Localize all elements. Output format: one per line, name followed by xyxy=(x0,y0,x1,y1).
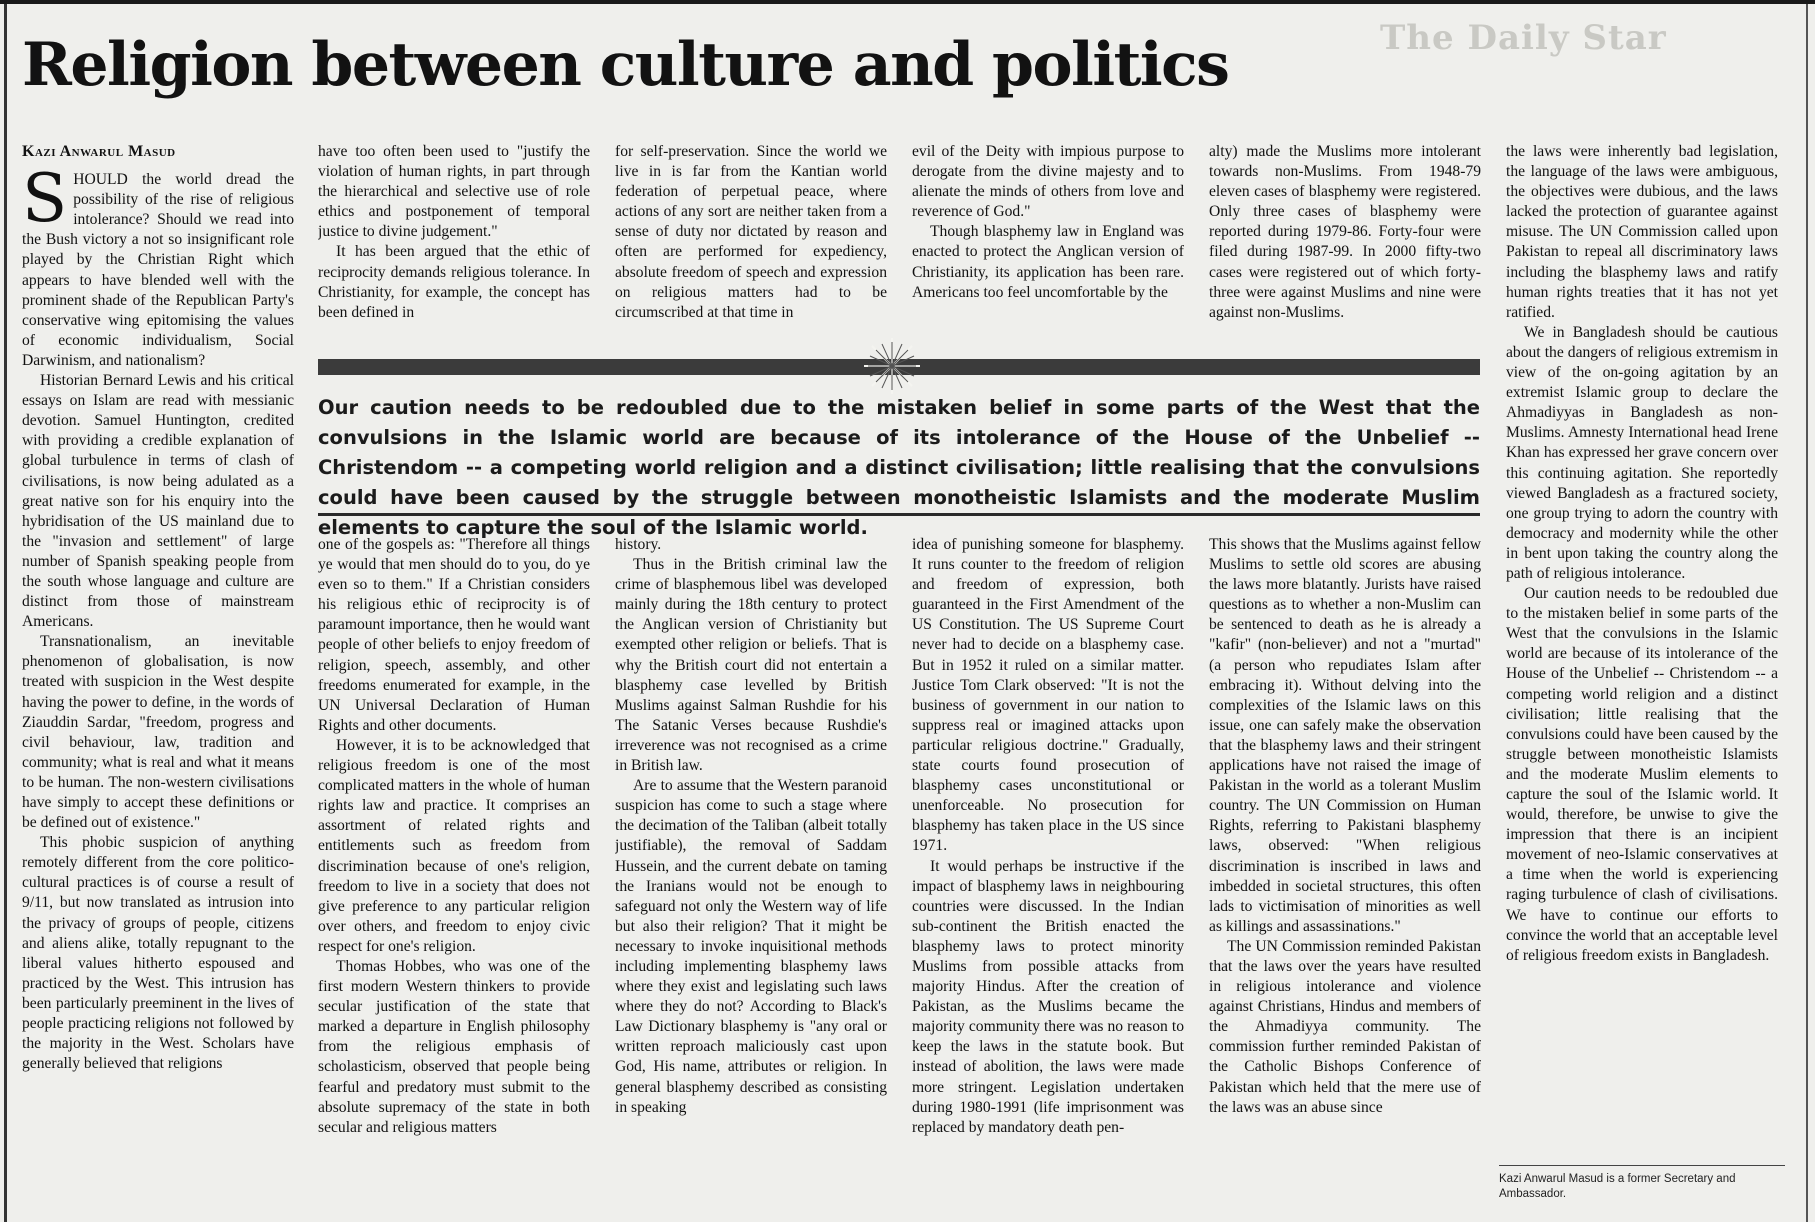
paragraph: Transnationalism, an inevitable phenomenon of globalisation, is now treated with suspicion in the West despite having the power to define, in the words of Ziauddin Sardar, "freedom, progress and civil behaviour, law, tradition and community; what is real and what it means to be human. The non-western civilisations have simply to accept these definitions or be defined out of existence." xyxy=(22,633,294,832)
paragraph: have too often been used to "justify the violation of human rights, in part through the hierarchical and selective use of role ethics and postponement of temporal justice to divine judgement." xyxy=(318,143,590,241)
column-1 xyxy=(22,142,294,1217)
bio-rule xyxy=(1499,1165,1785,1166)
paragraph: Though blasphemy law in England was enacted to protect the Anglican version of Christianity, its application has been rare. Americans too feel uncomfortable by the xyxy=(912,223,1184,301)
paragraph: It would perhaps be instructive if the impact of blasphemy laws in neighbouring countries were discussed. In the Indian sub-continent the British enacted the blasphemy laws to protect minority Muslims from possible attacks from majority Hindus. After the creation of Pakistan, as the Muslims became the majority community there was no reason to keep the laws in the statute book. But instead of abolition, the laws were made more stringent. Legislation undertaken during 1980-1991 (life imprisonment was replaced by mandatory death pen- xyxy=(912,857,1184,1136)
paragraph: alty) made the Muslims more intolerant towards non-Muslims. From 1948-79 eleven cases of blasphemy were registered. Only three cases of blasphemy were reported during 1979-86. Forty-four were filed during 1987-99. In 2000 fifty-two cases were registered out of which forty-three were against Muslims and nine were against non-Muslims. xyxy=(1209,143,1481,321)
byline: Kazi Anwarul Masud xyxy=(22,143,176,160)
paragraph: for self-preservation. Since the world we live in is far from the Kantian world federation of perpetual peace, where actions of any sort are neither taken from a sense of duty nor dictated by reason and often are performed for expediency, absolute freedom of speech and expression on religious matters had to be circumscribed at that time in xyxy=(615,143,887,321)
paragraph: This shows that the Muslims against fellow Muslims to settle old scores are abusing the laws more blatantly. Jurists have raised questions as to whether a non-Muslim can be sentenced to death as he is already a "kafir" (non-believer) and not a "murtad" (a person who repudiates Islam after embracing it). Without delving into the complexities of the Islamic laws on this issue, one can safely make the observation that the blasphemy laws and their stringent applications have not raised the image of Pakistan in the world as a tolerant Muslim country. The UN Commission on Human Rights, referring to Pakistani blasphemy laws, observed: "When religious discrimination is inscribed in laws and imbedded in societal structures, this often lads to victimisation of minorities as well as killings and assassinations." xyxy=(1209,536,1481,935)
column-4-top xyxy=(912,142,1184,342)
top-border xyxy=(0,0,1815,4)
paragraph: Historian Bernard Lewis and his critical essays on Islam are read with messianic devotion. Samuel Huntington, credited with providing a credible explanation of global turbulence in terms of clash of civilisations, is now being adulated as a great native son for his enquiry into the hybridisation of the US mainland due to the "invasion and settlement" of large number of Spanish speaking people from the south whose language and culture are distinct from those of mainstream Americans. xyxy=(22,372,294,631)
column-5-bottom xyxy=(1209,535,1481,1217)
paragraph: It has been argued that the ethic of reciprocity demands religious tolerance. In Christianity, for example, the concept has been defined in xyxy=(318,243,590,321)
dropcap: S xyxy=(22,160,68,238)
paragraph: However, it is to be acknowledged that religious freedom is one of the most complicated matters in the whole of human rights law and practice. It comprises an assortment of related rights and entitlements such as freedom from discrimination because of one's religion, freedom to live in a society that does not give preference to any particular religion over others, and freedom to enjoy civic respect for one's religion. xyxy=(318,736,590,955)
paragraph: idea of punishing someone for blasphemy. It runs counter to the freedom of religion and freedom of expression, both guaranteed in the First Amendment of the US Constitution. The US Supreme Court never had to decide on a blasphemy case. But in 1952 it ruled on a similar matter. Justice Tom Clark observed: "It is not the business of government in our nation to suppress real or imagined attacks upon particular religious doctrine." Gradually, state courts found prosecution of blasphemy cases unconstitutional or unenforceable. No prosecution for blasphemy has taken place in the US since 1971. xyxy=(912,536,1184,855)
paragraph: The UN Commission reminded Pakistan that the laws over the years have resulted in religious intolerance and violence against Christians, Hindus and members of the Ahmadiyya community. The commission further reminded Pakistan of the Catholic Bishops Conference of Pakistan which held that the mere use of the laws was an abuse since xyxy=(1209,937,1481,1116)
pullquote: Our caution needs to be redoubled due to the mistaken belief in some parts of the West that the convulsions in the Islamic world are because of its intolerance of the House of the Unbelief -- Christendom -- a competing world religion and a distinct civilisation; little realising that the convulsions could have been caused by the struggle between monotheistic Islamists and the moderate Muslim elements to capture the soul of the Islamic world. xyxy=(318,396,1480,539)
lead-paragraph xyxy=(22,160,294,371)
paragraph: This phobic suspicion of anything remotely different from the core politico-cultural practices is of course a result of 9/11, but now translated as intrusion into the privacy of groups of people, citizens and aliens alike, totally repugnant to the liberal values hitherto espoused and practiced by the West. This intrusion has been particularly preeminent in the lives of people practicing religions not followed by the majority in the West. Scholars have generally believed that religions xyxy=(22,834,294,1073)
column-2-bottom xyxy=(318,535,590,1217)
paragraph: evil of the Deity with impious purpose to derogate from the divine majesty and to alienate the minds of others from love and reverence of God." xyxy=(912,143,1184,221)
paragraph: Thus in the British criminal law the crime of blasphemous libel was developed mainly during the 18th century to protect the Anglican version of Christianity but exempted other religion or beliefs. That is why the British court did not entertain a blasphemy case levelled by British Muslims against Salman Rushdie for his The Satanic Verses because Rushdie's irreverence was not recognised as a crime in British law. xyxy=(615,556,887,775)
lead-text: HOULD the world dread the possibility of the rise of religious intolerance? Should we read into the Bush victory a not so insignificant role played by the Christian Right which appears to have blended well with the prominent shade of the Republican Party's conservative wing epitomising the values of economic individualism, Social Darwinism, and nationalism? xyxy=(22,171,294,369)
paragraph: We in Bangladesh should be cautious about the dangers of religious extremism in view of the on-going agitation by an extremist Islamic group to declare the Ahmadiyyas in Bangladesh as non-Muslims. Amnesty International head Irene Khan has expressed her grave concern over this continuing agitation. She reportedly viewed Bangladesh as a fractured society, one group trying to adorn the country with democracy and modernity while the other in bent upon taking the country along the path of religious intolerance. xyxy=(1506,323,1778,582)
masthead-fragment: The Daily Star xyxy=(1380,18,1667,58)
paragraph: Are to assume that the Western paranoid suspicion has come to such a stage where the decimation of the Taliban (albeit totally justifiable), the removal of Saddam Hussein, and the current debate on taming the Iranians would not be enough to safeguard not only the Western way of life but also their religion? That it might be necessary to invoke inquisitional methods including implementing blasphemy laws where they exist and legislating such laws where they do not? According to Black's Law Dictionary blasphemy is "any oral or written reproach maliciously cast upon God, His name, attributes or religion. In general blasphemy described as consisting in speaking xyxy=(615,777,887,1116)
paragraph: one of the gospels as: "Therefore all things ye would that men should do to you, do ye even so to them." If a Christian considers his religious ethic of reciprocity is of paramount importance, then he would want people of other beliefs to enjoy freedom of religion, speech, assembly, and other freedoms enumerated for example, in the UN Universal Declaration of Human Rights and other documents. xyxy=(318,536,590,734)
column-6 xyxy=(1506,142,1778,1162)
left-border xyxy=(4,4,7,1222)
starburst-icon xyxy=(864,338,920,394)
headline: Religion between culture and politics xyxy=(22,30,1229,100)
paragraph: Thomas Hobbes, who was one of the first modern Western thinkers to provide secular justification of the state that marked a departure in English philosophy from the religious emphasis of scholasticism, observed that people being fearful and predatory must submit to the absolute supremacy of the state in both secular and religious matters xyxy=(318,957,590,1136)
column-3-bottom xyxy=(615,535,887,1217)
column-4-bottom xyxy=(912,535,1184,1217)
right-border xyxy=(1806,4,1808,1222)
paragraph: history. xyxy=(615,536,662,553)
paragraph: the laws were inherently bad legislation, the language of the laws were ambiguous, the objectives were dubious, and the laws lacked the protection of guarantee against misuse. The UN Commission called upon Pakistan to repeal all discriminatory laws including the blasphemy laws and ratify human rights treaties that it has not yet ratified. xyxy=(1506,143,1778,321)
column-3-top xyxy=(615,142,887,342)
paragraph: Our caution needs to be redoubled due to the mistaken belief in some parts of the West that the convulsions in the Islamic world are because of its intolerance of the House of the Unbelief -- Christendom -- a competing world religion and a distinct civilisation; little realising that the convulsions could have been caused by the struggle between monotheistic Islamists and the moderate Muslim elements to capture the soul of the Islamic world. It would, therefore, be unwise to give the impression that there is an incipient movement of neo-Islamic conservatives at a time when the world is experiencing raging turbulence of clash of civilisations. We have to continue our efforts to convince the world that an acceptable level of religious freedom exists in Bangladesh. xyxy=(1506,585,1778,964)
pullquote-bottom-rule xyxy=(318,513,1480,516)
column-5-top xyxy=(1209,142,1481,342)
author-bio: Kazi Anwarul Masud is a former Secretary and Ambassador. xyxy=(1499,1173,1736,1200)
column-2-top xyxy=(318,142,590,342)
